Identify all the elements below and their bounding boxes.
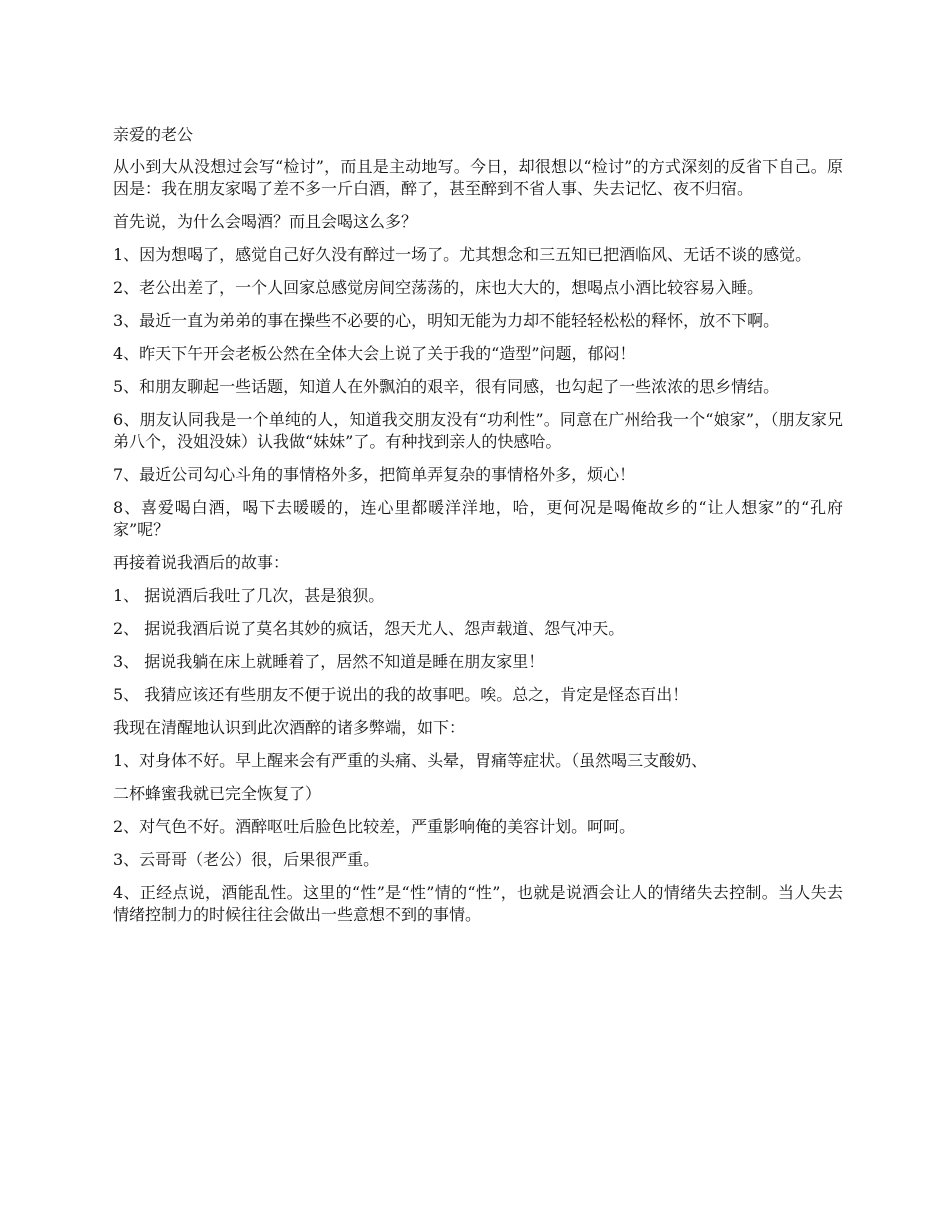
- paragraph: 3、云哥哥（老公）很，后果很严重。: [113, 850, 380, 869]
- paragraph: 首先说，为什么会喝酒？而且会喝这么多？: [113, 212, 418, 231]
- paragraph: 二杯蜂蜜我就已完全恢复了）: [113, 784, 322, 803]
- paragraph: 5、和朋友聊起一些话题，知道人在外飘泊的艰辛，很有同感，也勾起了一些浓浓的思乡情结。: [113, 377, 780, 396]
- document-page: [113, 124, 843, 937]
- paragraph: 2、 据说我酒后说了莫名其妙的疯话，怨天尤人、怨声载道、怨气冲天。: [113, 619, 625, 638]
- paragraph: 我现在清醒地认识到此次酒醉的诸多弊端，如下：: [113, 718, 466, 737]
- paragraph: 再接着说我酒后的故事：: [113, 553, 290, 572]
- paragraph: 4、昨天下午开会老板公然在全体大会上说了关于我的“造型”问题，郁闷！: [113, 344, 636, 363]
- paragraph: 1、 据说酒后我吐了几次，甚是狼狈。: [113, 586, 385, 605]
- paragraph: 4、正经点说，酒能乱性。这里的“性”是“性”情的“性”，也就是说酒会让人的情绪失去控制。当人失去情绪控制力的时候往往会做出一些意想不到的事情。: [113, 883, 843, 924]
- paragraph: 7、最近公司勾心斗角的事情格外多，把简单弄复杂的事情格外多，烦心！: [113, 465, 636, 484]
- paragraph: 1、因为想喝了，感觉自己好久没有醉过一场了。尤其想念和三五知已把酒临风、无话不谈的感觉。: [113, 245, 812, 264]
- paragraph: 5、 我猜应该还有些朋友不便于说出的我的故事吧。唉。总之，肯定是怪态百出！: [113, 685, 689, 704]
- paragraph: 3、 据说我躺在床上就睡着了，居然不知道是睡在朋友家里！: [113, 652, 545, 671]
- paragraph: 2、对气色不好。酒醉呕吐后脸色比较差，严重影响俺的美容计划。呵呵。: [113, 817, 636, 836]
- paragraph: 6、朋友认同我是一个单纯的人，知道我交朋友没有“功利性”。同意在广州给我一个“娘家”，（朋友家兄弟八个，没姐没妹）认我做“妹妹”了。有种找到亲人的快感哈。: [113, 410, 843, 451]
- paragraph: 8、喜爱喝白酒，喝下去暖暖的，连心里都暖洋洋地，哈，更何况是喝俺故乡的“让人想家”的“孔府家”呢？: [113, 498, 843, 539]
- paragraph: 1、对身体不好。早上醒来会有严重的头痛、头晕，胃痛等症状。（虽然喝三支酸奶、: [113, 751, 708, 770]
- document-title: 亲爱的老公: [113, 125, 194, 144]
- paragraph: 3、最近一直为弟弟的事在操些不必要的心，明知无能为力却不能轻轻松松的释怀，放不下啊。: [113, 311, 780, 330]
- paragraph: 从小到大从没想过会写“检讨”，而且是主动地写。今日，却很想以“检讨”的方式深刻的反省下自己。原因是：我在朋友家喝了差不多一斤白酒，醉了，甚至醉到不省人事、失去记忆、夜不归宿。: [113, 157, 843, 198]
- paragraph: 2、老公出差了，一个人回家总感觉房间空荡荡的，床也大大的，想喝点小酒比较容易入睡。: [113, 278, 764, 297]
